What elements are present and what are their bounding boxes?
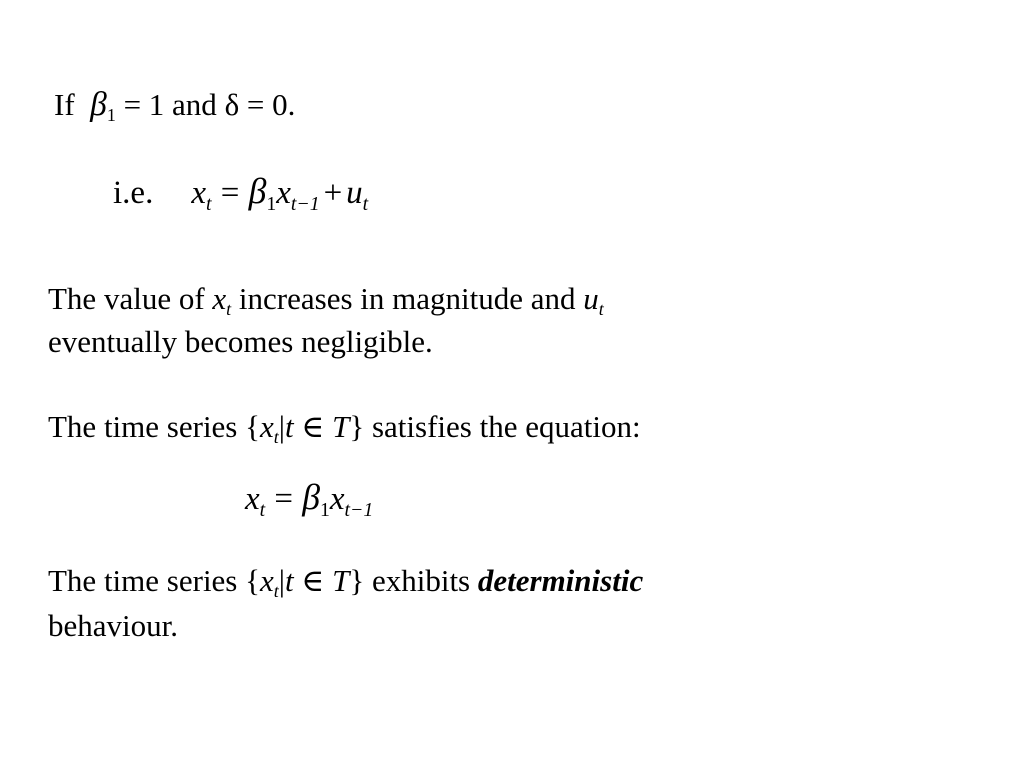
equation-2	[245, 477, 374, 521]
p2-var-sub: t	[273, 426, 279, 447]
eq1-lhs-sub: t	[205, 192, 212, 215]
eq1-lhs-var: x	[191, 175, 206, 211]
eq1-error-var: u	[346, 175, 363, 211]
equals-zero: = 0.	[246, 87, 296, 122]
eq1-beta-sub: 1	[266, 192, 277, 215]
eq2-beta: β	[302, 477, 320, 517]
p2-bar: |	[278, 409, 285, 444]
if-word: If	[54, 87, 75, 122]
p1-text-middle: increases in magnitude and	[238, 281, 576, 316]
p1-var-u: u	[583, 281, 599, 316]
p3-emphasis: deterministic	[477, 563, 644, 598]
p3-bar: |	[278, 563, 285, 598]
p2-in-symbol: ∈	[301, 409, 325, 444]
p1-var-x-sub: t	[226, 298, 232, 319]
eq2-rhs-var: x	[329, 481, 345, 517]
p1-var-u-sub: t	[598, 298, 604, 319]
eq2-equals: =	[274, 481, 294, 517]
p3-set-var: T	[332, 563, 350, 598]
eq1-beta: β	[248, 171, 267, 211]
p3-var: x	[260, 563, 274, 598]
equals-one: = 1	[123, 87, 165, 122]
p3-text-middle: } exhibits	[349, 563, 471, 598]
eq1-equals: =	[220, 175, 240, 211]
p3-in-symbol: ∈	[301, 563, 325, 598]
condition-line	[54, 86, 296, 125]
p1-text-before: The value of	[48, 281, 205, 316]
paragraph-3-line-2: behaviour.	[48, 608, 178, 643]
delta-symbol: δ	[224, 87, 240, 122]
paragraph-3-line-1	[48, 563, 644, 601]
p3-t-var: t	[285, 563, 294, 598]
p2-text-after: } satisfies the equation:	[349, 409, 641, 444]
eq2-lhs-var: x	[245, 481, 260, 517]
p2-set-var: T	[332, 409, 350, 444]
beta-symbol: β	[90, 86, 107, 123]
ie-label: i.e.	[113, 175, 154, 211]
eq1-error-sub: t	[362, 192, 369, 215]
eq2-beta-sub: 1	[320, 498, 330, 521]
paragraph-2	[48, 409, 641, 447]
eq1-plus: +	[323, 175, 343, 211]
beta-subscript: 1	[106, 104, 116, 125]
and-word: and	[172, 87, 217, 122]
paragraph-1-line-2: eventually becomes negligible.	[48, 324, 433, 359]
p2-var: x	[260, 409, 274, 444]
eq2-lhs-sub: t	[259, 498, 266, 521]
p1-var-x: x	[212, 281, 227, 316]
eq1-rhs-sub: t−1	[290, 192, 320, 215]
eq1-rhs-var: x	[276, 175, 291, 211]
p2-text-before: The time series {	[48, 409, 261, 444]
p3-text-before: The time series {	[48, 563, 261, 598]
p2-t-var: t	[285, 409, 294, 444]
p3-var-sub: t	[273, 580, 279, 601]
paragraph-1-line-1	[48, 281, 604, 319]
eq2-rhs-sub: t−1	[344, 498, 374, 521]
ie-equation	[113, 171, 369, 215]
